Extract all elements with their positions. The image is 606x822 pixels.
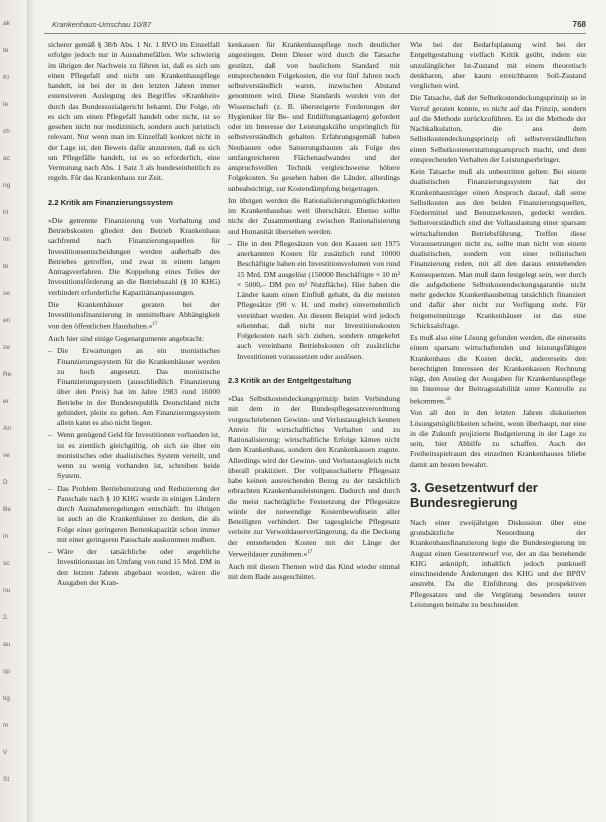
- subheading-finance-critique: 2.2 Kritik am Finanzierungssystem: [48, 197, 173, 207]
- paragraph: [48, 300, 220, 332]
- subheading-fee-critique: 2.3 Kritik an der Entgeltgestaltung: [228, 375, 352, 385]
- page-fold-shadow: [28, 0, 36, 822]
- list-item-text: Wäre der tatsächliche oder angebliche Investitionsstau im Umfang von rund 15 Mrd. DM in den letzten Jahren abgebaut worden, wären die Ausgaben der Kran-: [57, 547, 220, 587]
- binding-text-fragment: ak: [3, 20, 10, 27]
- binding-text-fragment: au: [3, 641, 11, 648]
- binding-text-fragment: Re: [3, 371, 12, 378]
- binding-margin: [0, 0, 28, 822]
- paragraph: Im übrigen werden die Rationalisierungsmöglichkeiten im Krankenhausbau weit überschätzt. Ebenso sollte nicht der Zusammenhang zwischen Rationalisierung und Humanität übersehen werden.: [228, 195, 400, 236]
- binding-text-fragment: te: [3, 263, 9, 270]
- paragraph: kenkassen für Krankenhauspflege noch deutlicher angestiegen. Denn Dieser wird durch die Tatsache gestützt, daß von baulichem Standard mit entsprechenden Folgekosten, die vor fünf Jahren noch selbstverständlich waren, inzwischen Abstand genommen wird. Diese Standards wurden von der Wissenschaft (z. B. übersteigerte Forderungen der Hygieniker für Be- und Entlüftungsanlagen) gefordert oder im Interesse der Leistungskräfte ursprünglich für selbstverständlich gehalten. Erfahrungsgemäß haben Neubauten oder Sanierungsbauten als Folge des umfangreicheren Flächenaufwandes und der anspruchsvollen Technik vergleichsweise höhere Folgekosten. So gesehen haben die Länder, allerdings unbeabsichtigt, zur Kostendämpfung beigetragen.: [228, 40, 400, 193]
- paragraph: [410, 333, 586, 406]
- footnote-marker: 17: [152, 322, 158, 328]
- paragraph: Wie bei der Bedarfsplanung wird bei der Entgeltgestaltung vielfach Kritik geübt, indem ein unzulänglicher Ist-Zustand mit einem theoretisch denkbaren, aber kaum erreichbaren Soll-Zustand verglichen wird.: [410, 40, 586, 90]
- binding-text-fragment: St: [3, 776, 10, 783]
- binding-text-fragment: se: [3, 290, 10, 297]
- binding-text-fragment: ch: [3, 128, 10, 135]
- list-item: – Wenn genügend Geld für Investitionen vorhanden ist, ist es ziemlich gleichgültig, ob sich sie über ein monistisches oder dualistisches System verteilt, und wenn zu wenig vorhanden ist, schreiben beide System.: [48, 430, 220, 481]
- list-item-text: Wenn genügend Geld für Investitionen vorhanden ist, ist es ziemlich gleichgültig, ob sich sie über ein monistisches oder dualistisches System verteilt, und wenn zu wenig vorhanden ist, schreiben beide System.: [57, 430, 220, 481]
- paragraph: Nach einer zweijährigen Diskussion über eine grundsätzliche Neuordnung der Krankenhausfinanzierung legte die Bundesregierung im August einen Gesetzentwurf vor, der an das bestehende KHG anknüpft, inhaltlich jedoch punktuell einschneidende Änderungen des KHG und der BPflV anstrebt. Da die Einführung des prospektiven Pflegesatzes und die Vergütung besonders teurer Leistungen beinahe zu beschneiden: [410, 517, 586, 609]
- binding-text-fragment: ze: [3, 344, 10, 351]
- binding-text-fragment: ac: [3, 155, 10, 162]
- text-column-3: [410, 40, 586, 612]
- footnote-marker: 17: [307, 549, 313, 555]
- binding-text-fragment: sc: [3, 560, 10, 567]
- paragraph-text: Die Krankenhäuser geraten bei der Investitionsfinanzierung in unmittelbare Abhängigkeit von den öffentlichen Haushalten.«: [48, 299, 220, 331]
- binding-text-fragment: tig: [3, 695, 10, 702]
- section-heading: 3. Gesetzentwurf der Bundesregierung: [410, 479, 538, 510]
- paragraph: Auch mit diesen Themen wird das Kind wieder einmal mit dem Bade ausgeschüttet.: [228, 561, 400, 581]
- binding-text-fragment: V: [3, 749, 8, 756]
- running-head: Krankenhaus-Umschau 10/87: [52, 20, 152, 29]
- paragraph: Die Tatsache, daß der Selbstkostendeckungsprinzip so in Verruf geraten konnte, es nicht auf das Prinzip, sondern auf die Methode zurückzuführen. Es ist die Methode der Nachkalkulation, die aus dem Selbstkostendeckungsprinzip oft selbstverständlichen einen Selbstkostenerstattungsanspruch macht, und dem entsprechenden Verhalten der Leistungserbringer.: [410, 93, 586, 164]
- paragraph: Kein Tatsache muß als unbestritten gelten: Bei einem dualistischen Finanzierungssystem hat der Krankenhausträger einen Anspruch darauf, daß seine Selbstkosten aus den beiden Finanzierungsquellen, Fördermittel und Benutzerkosten, gedeckt werden. Selbstverständlich sind der Vollauslastung einer sparsam wirtschaftenden Betriebsführung. Treffen diese Voraussetzungen nicht zu, sollte man nicht von einem dualistischen, sondern von einer teilistischen Finanzierung reden, mit all den daraus entstehenden Konsequenzen. Man muß dann festgelegt sein, wer durch die aufgehobene Selbstkostendeckungsgarantie nicht mehr gedeckte Krankenhausbetrag tatsächlich finanziert und dafür aber nicht zur Verfügung steht. Für freigemeinnützige Krankenhäuser ist das eine Schicksalsfrage.: [410, 167, 586, 330]
- paragraph-text: »Das Selbstkostendeckungsprinzip beim Verbindung mit dem in der Bundespflegesatzverordnung vorgeschriebenen Gewinn- und Verlustausgleich kennen Anreiz für wirtschaftliches Verhalten und zu Rationalisierung; wirtschaftliche Erfolge kämen nicht dem Krankenhaus, sondern den Krankenkassen zugute. Allerdings wird der Gewinn- und Verlustausgleich nicht überall praktiziert. Der vollpauschalierte Pflegesatz habe keinen ausreichenden Bezug zu der tatsächlich erbrachten Krankenhausleistungen. Dadurch und durch die meist nachträgliche Festsetzung der Pflegesätze würde der notwendige Kostenbewußtsein aller Beteiligten verhindert. Der tagesgleiche Pflegesatz verleite zur Verweildauerverlängerung, da die Deckung der entstehenden Kosten mit der Länge der Verweildauer zunähmen.«: [228, 394, 400, 559]
- paragraph: sicherer gemäß § 38/b Abs. 1 Nr. 1 RVO im Einzelfall erfolgte jedoch nur in Ausnahmefällen. Wie schwierig im übrigen der Nachweis zu führen ist, daß es sich um einen Pflegefall und nicht um Krankenhauspflege handelt, ist bei der in den letzten Jahren immer extensiveren Auslegung des Begriffes »Krankheit« durch das Bundessozialgericht bekannt. Die Folge, ob es sich um einen Pflegefall handelt oder nicht, ist so gesehen nicht nur medizinisch, sondern auch juristisch relevant. Nur wenn man im Einzelfall konkret nicht in der Lage ist, den Beweis dafür anzutreten, daß es sich um Pflegefälle handelt, ist es so erforderlich, eine Vermutung nach Abs. 1 Satz 3 als bundeseinheitlich zu regeln. Für das Krankenhaus zur Zeit.: [48, 40, 220, 183]
- binding-text-fragment: nu: [3, 587, 11, 594]
- bullet-list: [228, 239, 400, 362]
- binding-text-fragment: ng: [3, 182, 11, 189]
- paragraph: Von all den in den letzten Jahren diskutierten Lösungsmöglichkeiten scheint, wenn überhaupt, nur eine in die Zukunft projizierte Budgetierung in der Lage zu sein, hier Abhilfe zu schaffen. Auch der Freiheitsspielraum des einzelnen Krankenhauses bliebe damit am besten bewahrt.: [410, 408, 586, 469]
- list-item: – Wäre der tatsächliche oder angebliche Investitionsstau im Umfang von rund 15 Mrd. DM in den letzten Jahren abgebaut worden, wären die Ausgaben der Kran-: [48, 547, 220, 587]
- paragraph: [228, 394, 400, 560]
- text-column-1: [48, 40, 220, 590]
- binding-text-fragment: te: [3, 47, 9, 54]
- list-item-text: Die in den Pflegesätzen von den Kassen seit 1975 anerkannten Kosten für zusätzlich rund 10000 Beschäftigte haben ein Investitionsvolumen von rund 15 Mrd. DM ausgelöst (150000 Beschäftigte × 10 m² × 5000,– DM pro m² Nutzfläche). Hier haben die Länder kaum einen Einfluß gehabt, da die meisten Pflegesätze (90 v. H. und mehr) einvernehmlich vereinbart wurden. An diesem Beispiel wird jedoch erkennbar, daß nicht nur Investitionskosten Folgekosten nach sich ziehen, sondern umgekehrt auch vereinbarte Betriebskosten oft zusätzliche Investitionen voraussetzen oder auslösen.: [237, 238, 400, 361]
- header-rule: [44, 33, 586, 34]
- binding-text-fragment: le: [3, 101, 9, 108]
- binding-text-fragment: in: [3, 533, 9, 540]
- page-header: [44, 20, 586, 34]
- paragraph: »Die getrennte Finanzierung von Vorhaltung und Betriebskosten gliedert den Betrieb Krankenhaus sachfremd nach Finanzierungsquellen für Investitionsentscheidungen werden außerhalb des Betriebes getroffen, und zwar in einem langen Antragsverfahren. Die Koppelung eines Teiles der Investitionsförderung an die Betriebszahl (§ 10 KHG) verhindert erforderliche Kapazitätsanpassungen.: [48, 215, 220, 297]
- page-number: 768: [572, 20, 586, 29]
- paragraph: Auch hier sind einige Gegenargumente angebracht:: [48, 334, 205, 344]
- binding-text-fragment: en: [3, 317, 11, 324]
- binding-text-fragment: er: [3, 398, 9, 405]
- binding-text-fragment: 2.: [3, 614, 9, 621]
- binding-text-fragment: sp: [3, 668, 10, 675]
- binding-text-fragment: m: [3, 722, 9, 729]
- binding-text-fragment: ve: [3, 452, 10, 459]
- list-item: – Das Problem Betriebsnutzung und Reduzierung der Pauschale nach § 10 KHG wurde in einigen Ländern durch Ausnahmeregelungen entschärft. Im übrigen ist auch an die Krankenhäuser zu denken, die als Folge einer geringeren Bettenkapazität schon immer mit einer geringeren Pauschale auskommen mußten.: [48, 483, 220, 544]
- binding-text-fragment: mi: [3, 236, 10, 243]
- binding-text-fragment: D: [3, 479, 8, 486]
- binding-text-fragment: Kr: [3, 74, 10, 81]
- bullet-list: [48, 346, 220, 588]
- text-column-2: [228, 40, 400, 584]
- list-item-text: Das Problem Betriebsnutzung und Reduzierung der Pauschale nach § 10 KHG wurde in einigen Ländern durch Ausnahmeregelungen entschärft. Im übrigen ist auch an die Krankenhäuser zu denken, die als Folge einer geringeren Bettenkapazität schon immer mit einer geringeren Pauschale auskommen mußten.: [57, 483, 220, 544]
- binding-text-fragment: Be: [3, 506, 11, 513]
- binding-text-fragment: hl: [3, 209, 9, 216]
- list-item-text: Die Erwartungen an ein monistisches Finanzierungssystem für die Krankenhäuser werden zu hoch angesetzt. Das monistische Finanzierungssystem (ausschließlich Finanzierung über den Preis) hat im Jahre 1983 rund 16000 Betriebe in der Bundesrepublik Deutschland nicht gehindert, pleite zu gehen. Am Finanzierungssystem allein kann es also nicht liegen.: [57, 346, 220, 428]
- binding-text-fragment: An: [3, 425, 11, 432]
- list-item: – Die Erwartungen an ein monistisches Finanzierungssystem für die Krankenhäuser werden zu hoch angesetzt. Das monistische Finanzierungssystem (ausschließlich Finanzierung über den Preis) hat im Jahre 1983 rund 16000 Betriebe in der Bundesrepublik Deutschland nicht gehindert, pleite zu gehen. Am Finanzierungssystem allein kann es also nicht liegen.: [48, 346, 220, 428]
- list-item: – Die in den Pflegesätzen von den Kassen seit 1975 anerkannten Kosten für zusätzlich rund 10000 Beschäftigte haben ein Investitionsvolumen von rund 15 Mrd. DM ausgelöst (150000 Beschäftigte × 10 m² × 5000,– DM pro m² Nutzfläche). Hier haben die Länder kaum einen Einfluß gehabt, da die meisten Pflegesätze (90 v. H. und mehr) einvernehmlich vereinbart wurden. An diesem Beispiel wird jedoch erkennbar, daß nicht nur Investitionskosten Folgekosten nach sich ziehen, sondern umgekehrt auch vereinbarte Betriebskosten oft zusätzliche Investitionen voraussetzen oder auslösen.: [228, 238, 400, 361]
- paragraph-text: Es muß also eine Lösung gefunden werden, die einerseits einem sparsam wirtschaftenden und leistungsfähigen Krankenhaus die Kosten deckt, andererseits den berechtigten Interessen der Krankenkassen Rechnung trägt, den Anstieg der Ausgaben für Krankenhauspflege im Interesse der Beitragsstabilität unter Kontrolle zu bekommen.: [410, 333, 586, 406]
- footnote-marker: 18: [445, 396, 451, 402]
